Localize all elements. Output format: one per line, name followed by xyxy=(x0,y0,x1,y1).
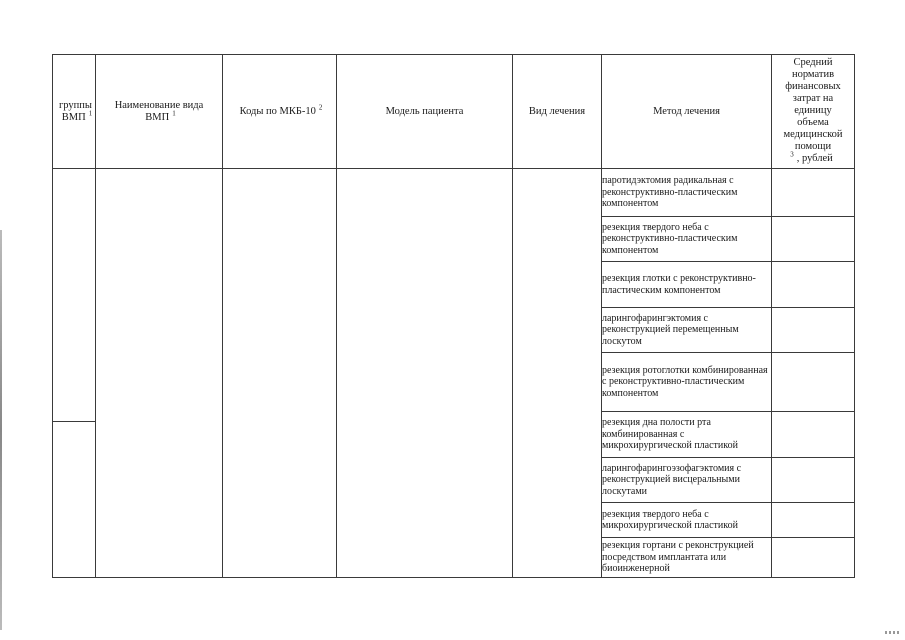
header-codes-sup: 2 xyxy=(318,103,323,111)
cell-norm xyxy=(772,458,855,503)
cell-norm xyxy=(772,503,855,538)
header-method: Метод лечения xyxy=(602,55,772,169)
cell-norm xyxy=(772,412,855,458)
cell-treatment-type xyxy=(513,169,602,578)
scan-edge xyxy=(0,230,2,630)
header-group-sup: 1 xyxy=(88,109,93,117)
table-row xyxy=(53,169,855,217)
scan-corner-mark xyxy=(885,631,899,634)
group-column-divider xyxy=(53,421,96,422)
header-name xyxy=(96,55,223,169)
cell-norm xyxy=(772,538,855,578)
cell-method: паротидэктомия радикальная с реконструктивно-пластическим компонентом xyxy=(602,169,772,217)
header-norm-tail: , рублей xyxy=(796,153,833,164)
cell-group xyxy=(53,169,96,578)
cell-codes xyxy=(223,169,337,578)
cell-norm xyxy=(772,169,855,217)
cell-method: резекция ротоглотки комбинированная с реконструктивно-пластическим компонентом xyxy=(602,353,772,412)
header-row xyxy=(53,55,855,169)
header-norm xyxy=(772,55,855,169)
header-model: Модель пациента xyxy=(337,55,513,169)
cell-method: ларингофарингэктомия с реконструкцией перемещенным лоскутом xyxy=(602,308,772,353)
cell-norm xyxy=(772,353,855,412)
header-codes-text: Коды по МКБ-10 xyxy=(239,105,316,117)
cell-model xyxy=(337,169,513,578)
header-norm-sup: 3 xyxy=(790,150,794,159)
cell-method: резекция гортани с реконструкцией посредством имплантата или биоинженерной xyxy=(602,538,772,578)
cell-method: резекция глотки с реконструктивно-пластическим компонентом xyxy=(602,262,772,308)
header-name-text: Наименование вида xyxy=(114,99,204,111)
header-group xyxy=(53,55,96,169)
vmp-table xyxy=(52,54,855,578)
cell-norm xyxy=(772,308,855,353)
cell-method: резекция твердого неба с реконструктивно-пластическим компонентом xyxy=(602,217,772,262)
header-name-sup: 1 xyxy=(172,109,176,117)
cell-method: резекция твердого неба с микрохирургической пластикой xyxy=(602,503,772,538)
header-norm-text: Средний норматив финансовых затрат на единицу объема медицинской помощи xyxy=(783,57,843,152)
header-codes xyxy=(223,55,337,169)
cell-norm xyxy=(772,217,855,262)
cell-method: ларингофарингоэзофагэктомия с реконструкцией висцеральными лоскутами xyxy=(602,458,772,503)
header-name-abbr: ВМП xyxy=(145,111,170,123)
header-group-abbr: ВМП xyxy=(61,111,86,123)
cell-name xyxy=(96,169,223,578)
header-treatment-type: Вид лечения xyxy=(513,55,602,169)
cell-norm xyxy=(772,262,855,308)
header-group-text: группы xyxy=(59,99,92,111)
cell-method: резекция дна полости рта комбинированная с микрохирургической пластикой xyxy=(602,412,772,458)
